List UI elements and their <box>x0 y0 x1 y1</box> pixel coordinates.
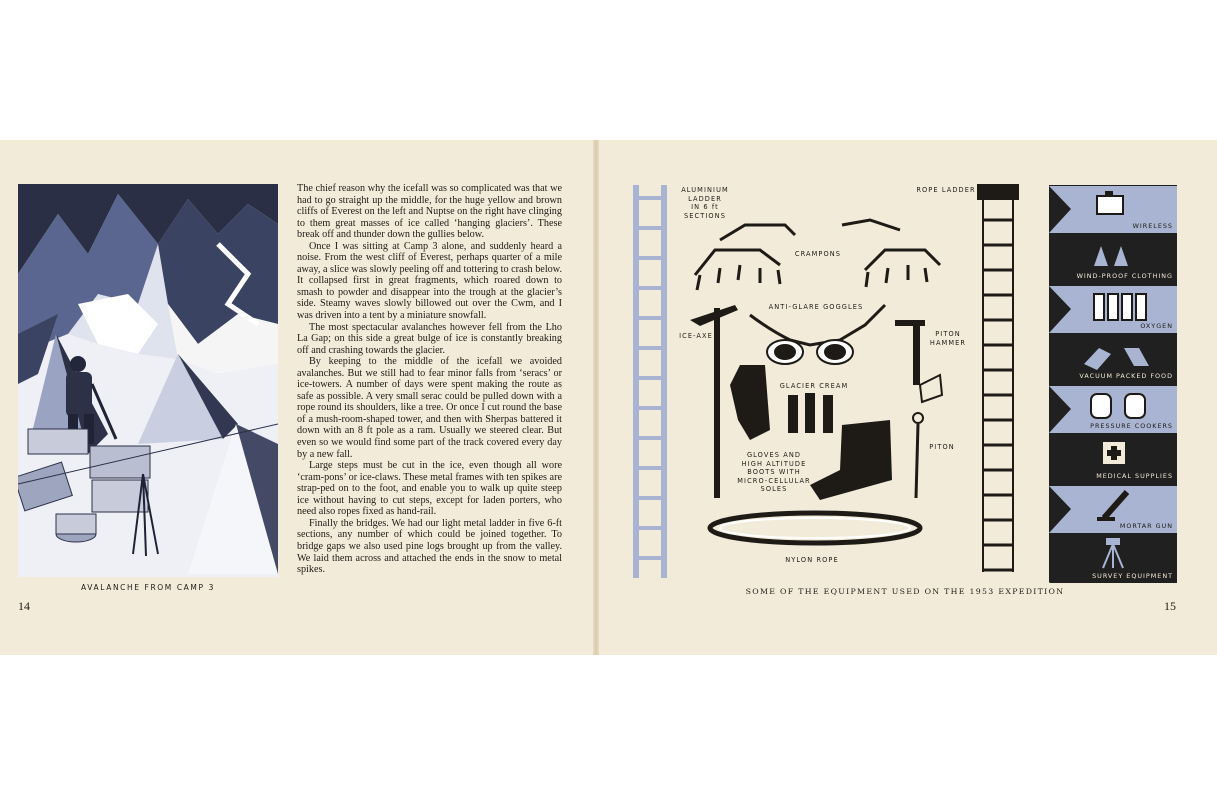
glove-icon <box>730 365 770 440</box>
label-nylon-rope: NYLON ROPE <box>785 556 839 564</box>
aluminium-ladder-icon <box>633 185 667 578</box>
label-piton-hammer: PITON HAMMER <box>929 330 967 347</box>
label-crampons: CRAMPONS <box>794 250 842 258</box>
panel-wireless: WIRELESS <box>1049 186 1177 233</box>
panel-medical-supplies: MEDICAL SUPPLIES <box>1049 436 1177 483</box>
book-gutter <box>593 140 599 655</box>
boot-icon <box>810 420 892 500</box>
panel-survey-equipment: SURVEY EQUIPMENT <box>1049 536 1177 583</box>
nylon-rope-icon <box>710 513 920 543</box>
label-rope-ladder: ROPE LADDER <box>916 186 976 194</box>
panel-windproof-clothing: WIND-PROOF CLOTHING <box>1049 236 1177 283</box>
page-number-right: 15 <box>1164 599 1176 613</box>
avalanche-illustration <box>18 184 278 577</box>
illustration-caption: AVALANCHE FROM CAMP 3 <box>81 583 215 592</box>
panel-vacuum-food: VACUUM PACKED FOOD <box>1049 336 1177 383</box>
page-number-left: 14 <box>18 599 30 613</box>
label-gloves-boots: GLOVES AND HIGH ALTITUDE BOOTS WITH MICRO-CELLULAR SOLES <box>737 451 811 493</box>
paragraph: Once I was sitting at Camp 3 alone, and suddenly heard a noise. From the west cliff of Everest, perhaps quarter of a mile away, a slice was slowly peeling off and tottering to crash below. It collapsed first in great fragments, which roared down to smash to powder and disappear into the trough at the glacier’s side. Steamy waves slowly billowed out over the Cwm, and I was driven into a tent by a miniature snowfall. <box>297 240 562 322</box>
panel-mortar-gun: MORTAR GUN <box>1049 486 1177 533</box>
rope-ladder-icon <box>978 185 1018 572</box>
paragraph: By keeping to the middle of the icefall we avoided avalanches. But we still had to fear minor falls from ‘seracs’ or ice-towers. A number of days were spent making the route as safe as possible. A very small serac could be pulled down with a rope round its shoulders, like a tree. Or once I cut round the base of a mush-room-shaped tower, and then with Sherpas battered it down with an 8 ft pole as a ram. Usually we steered clear. But even so we would find some part of the track covered every day by a new fall. <box>297 356 562 460</box>
paragraph: The most spectacular avalanches however fell from the Lho La Gap; on this side a great bulge of ice is constantly breaking off and crashing towards the glacier. <box>297 321 562 356</box>
label-piton: PITON <box>929 443 955 451</box>
label-goggles: ANTI-GLARE GOGGLES <box>768 303 864 311</box>
wireless-icon <box>1097 196 1123 214</box>
piton-icon <box>913 413 923 498</box>
body-text <box>297 183 562 576</box>
goggles-icon <box>750 305 885 364</box>
paragraph: Finally the bridges. We had our light metal ladder in five 6-ft sections, any number of which could be joined together. To bridge gaps we also used pine logs brought up from the valley. We laid them across and attached the ends in the snow to metal spikes. <box>297 517 562 576</box>
paragraph: Large steps must be cut in the ice, even though all wore ‘cram-pons’ or ice-claws. These metal frames with ten spikes are strap-ped on to the foot, and enable you to walk up quite steep ice without having to cut steps, except for laden porters, who need also ropes fixed as hand-rail. <box>297 460 562 518</box>
paragraph: The chief reason why the icefall was so complicated was that we had to go straight up the middle, for the huge yellow and brown cliffs of Everest on the left and Nuptse on the right have clinging to them great masses of ice called ‘hanging glaciers’. These break off and thunder down the gullies below. <box>297 183 562 241</box>
label-ice-axe: ICE-AXE <box>679 332 713 340</box>
label-aluminium-ladder: ALUMINIUM LADDER IN 6 ft SECTIONS <box>681 186 729 220</box>
equipment-caption: SOME OF THE EQUIPMENT USED ON THE 1953 EXPEDITION <box>745 587 1065 596</box>
panel-oxygen: OXYGEN <box>1049 286 1177 333</box>
panel-pressure-cookers: PRESSURE COOKERS <box>1049 386 1177 433</box>
glacier-cream-icon <box>788 393 833 433</box>
label-glacier-cream: GLACIER CREAM <box>779 382 849 390</box>
